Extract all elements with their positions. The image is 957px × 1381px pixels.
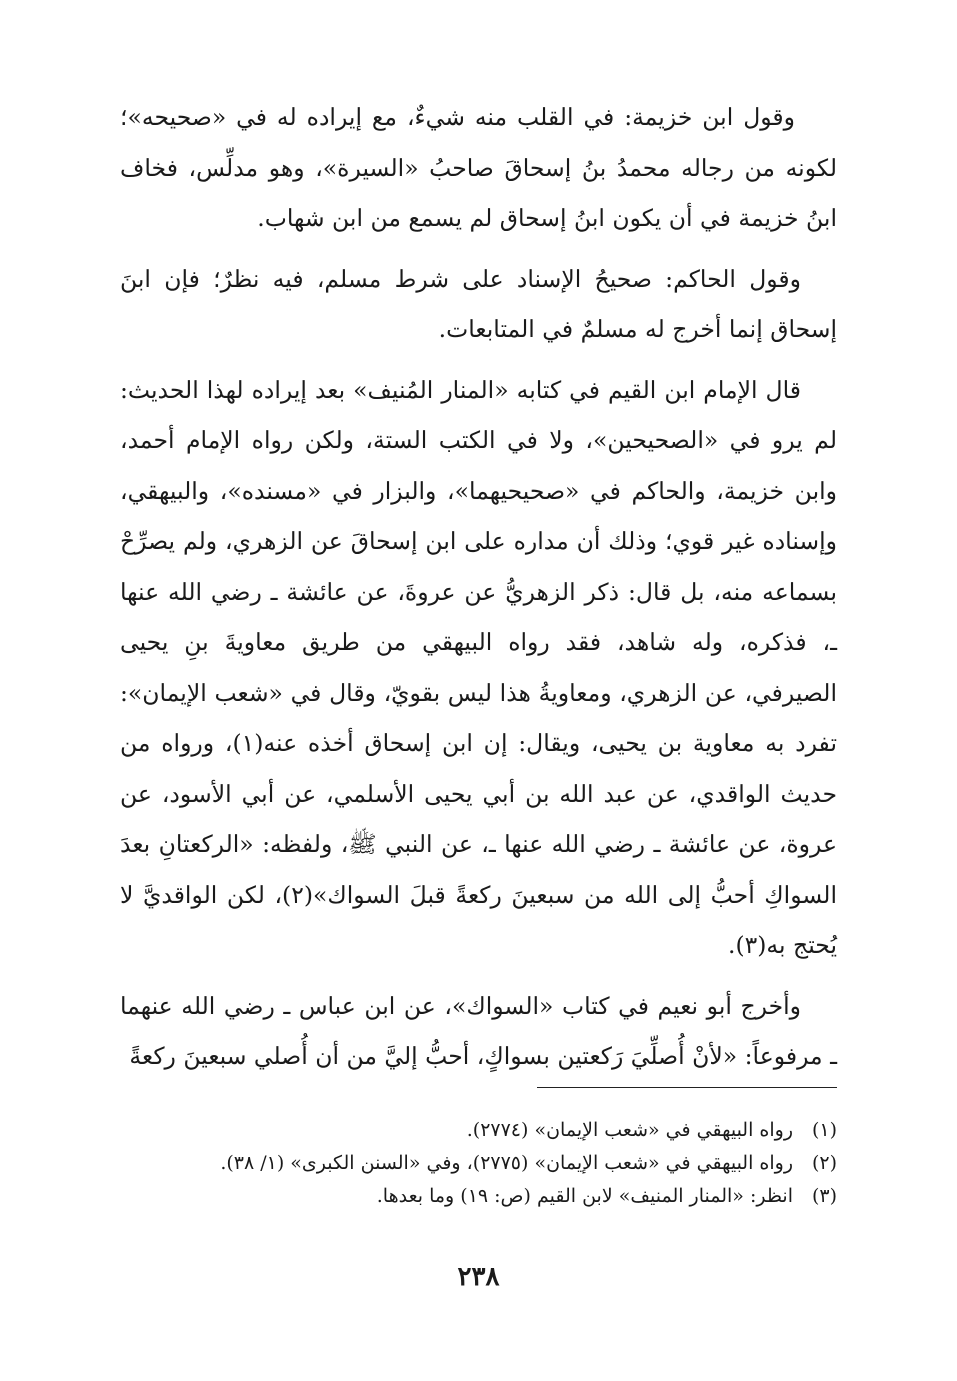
footnote-text: رواه البيهقي في «شعب الإيمان» (٢٧٧٤). [466,1119,793,1141]
footnote-text: انظر: «المنار المنيف» لابن القيم (ص: ١٩) وما بعدها. [376,1185,793,1207]
footnotes [140,1114,837,1213]
footnote-number: (٣) [811,1185,837,1207]
footnote-number: (١) [811,1119,837,1141]
footnote-text: رواه البيهقي في «شعب الإيمان» (٢٧٧٥)، وفي «السنن الكبرى» (١/ ٣٨). [220,1152,793,1174]
paragraph-abu-nuaym: وأخرج أبو نعيم في كتاب «السواك»، عن ابن عباس ـ رضي الله عنهما ـ مرفوعاً: «لأنْ أُصلِّيَ رَكعتين بسواكٍ، أحبُّ إليَّ من أن أُصلي سبعينَ ركعةً [120,991,837,1070]
paragraph-ibn-khuzayma: وقول ابن خزيمة: في القلب منه شيءٌ، مع إيراده له في «صحيحه»؛ لكونه من رجاله محمدُ بنُ إسحاقَ صاحبُ «السيرة»، وهو مدلِّس، فخاف ابنُ خزيمة في أن يكون ابنُ إسحاق لم يسمع من ابن شهاب. [120,103,837,232]
footnote-separator [537,1087,837,1088]
page-number: ٢٣٨ [457,1262,500,1292]
footnote-3 [140,1180,837,1213]
paragraph-ibn-al-qayyim: قال الإمام ابن القيم في كتابه «المنار المُنيف» بعد إيراده لهذا الحديث: لم يرو في «الصحيحين»، ولا في الكتب الستة، ولكن رواه الإمام أحمد، وابن خزيمة، والحاكم في «صحيحيهما»، والبزار في «مسنده»، والبيهقي، وإسناده غير قوي؛ وذلك أن مداره على ابن إسحاقَ عن الزهري، ولم يصرِّحْ بسماعه منه، بل قال: ذكر الزهريُّ عن عروةَ، عن عائشة ـ رضي الله عنها ـ، فذكره، وله شاهد، فقد رواه البيهقي من طريق معاويةَ بنِ يحيى الصيرفي، عن الزهري، ومعاويةُ هذا ليس بقويّ، وقال في «شعب الإيمان»: تفرد به معاوية بن يحيى، ويقال: إن ابن إسحاق أخذه عنه(١)، ورواه من حديث الواقدي، عن عبد الله بن أبي يحيى الأسلمي، عن أبي الأسود، عن عروة، عن عائشة ـ رضي الله عنها ـ، عن النبي ﷺ، ولفظه: «الركعتانِ بعدَ السواكِ أحبُّ إلى الله من سبعينَ ركعةً قبلَ السواك»(٢)، لكن الواقديَّ لا يُحتج به(٣). [120,375,837,959]
main-text [120,92,837,1092]
footnote-2 [140,1147,837,1180]
footnote-1 [140,1114,837,1147]
paragraph-al-hakim: وقول الحاكم: صحيحُ الإسناد على شرط مسلم، فيه نظرٌ؛ فإن ابنَ إسحاق إنما أخرج له مسلمٌ في المتابعات. [120,264,837,343]
footnote-number: (٢) [811,1152,837,1174]
